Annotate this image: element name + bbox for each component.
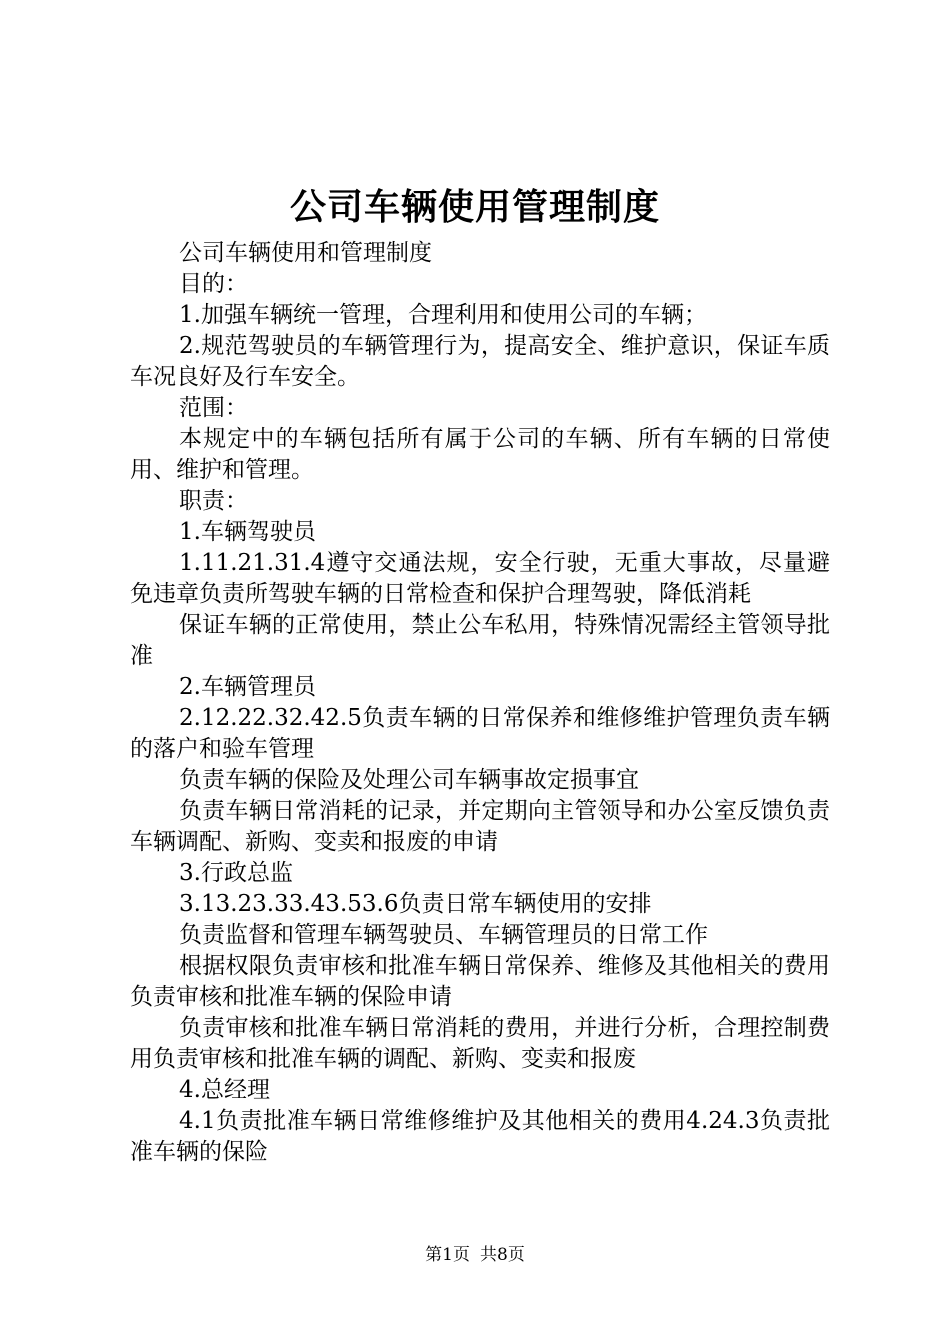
paragraph: 1.车辆驾驶员 [179, 519, 316, 545]
paragraph: 3.行政总监 [179, 860, 293, 886]
document-body [130, 238, 830, 1168]
paragraph: 公司车辆使用和管理制度 [179, 240, 432, 266]
paragraph: 4.1负责批准车辆日常维修维护及其他相关的费用4.24.3负责批准车辆的保险 [130, 1108, 830, 1165]
page-total: 共8页 [480, 1245, 525, 1265]
paragraph: 4.总经理 [179, 1077, 270, 1103]
paragraph: 本规定中的车辆包括所有属于公司的车辆、所有车辆的日常使用、维护和管理。 [130, 426, 830, 483]
paragraph: 3.13.23.33.43.53.6负责日常车辆使用的安排 [179, 891, 652, 917]
paragraph: 负责车辆的保险及处理公司车辆事故定损事宜 [179, 767, 639, 793]
page-number: 第1页 [425, 1245, 470, 1265]
paragraph: 负责监督和管理车辆驾驶员、车辆管理员的日常工作 [179, 922, 708, 948]
paragraph: 2.规范驾驶员的车辆管理行为，提高安全、维护意识，保证车质车况良好及行车安全。 [130, 333, 830, 390]
paragraph: 职责： [179, 488, 248, 514]
paragraph: 负责车辆日常消耗的记录，并定期向主管领导和办公室反馈负责车辆调配、新购、变卖和报废的申请 [130, 798, 830, 855]
paragraph: 2.12.22.32.42.5负责车辆的日常保养和维修维护管理负责车辆的落户和验车管理 [130, 705, 830, 762]
paragraph: 保证车辆的正常使用，禁止公车私用，特殊情况需经主管领导批准 [130, 612, 830, 669]
paragraph: 目的： [179, 271, 248, 297]
document-title: 公司车辆使用管理制度 [289, 187, 660, 228]
paragraph: 1.加强车辆统一管理，合理利用和使用公司的车辆； [179, 302, 707, 328]
paragraph: 负责审核和批准车辆日常消耗的费用，并进行分析，合理控制费用负责审核和批准车辆的调配、新购、变卖和报废 [130, 1015, 830, 1072]
paragraph: 1.11.21.31.4遵守交通法规，安全行驶，无重大事故，尽量避免违章负责所驾驶车辆的日常检查和保护合理驾驶，降低消耗 [130, 550, 830, 607]
paragraph: 范围： [179, 395, 248, 421]
page-footer [0, 1244, 950, 1266]
paragraph: 根据权限负责审核和批准车辆日常保养、维修及其他相关的费用负责审核和批准车辆的保险申请 [130, 953, 830, 1010]
paragraph: 2.车辆管理员 [179, 674, 316, 700]
